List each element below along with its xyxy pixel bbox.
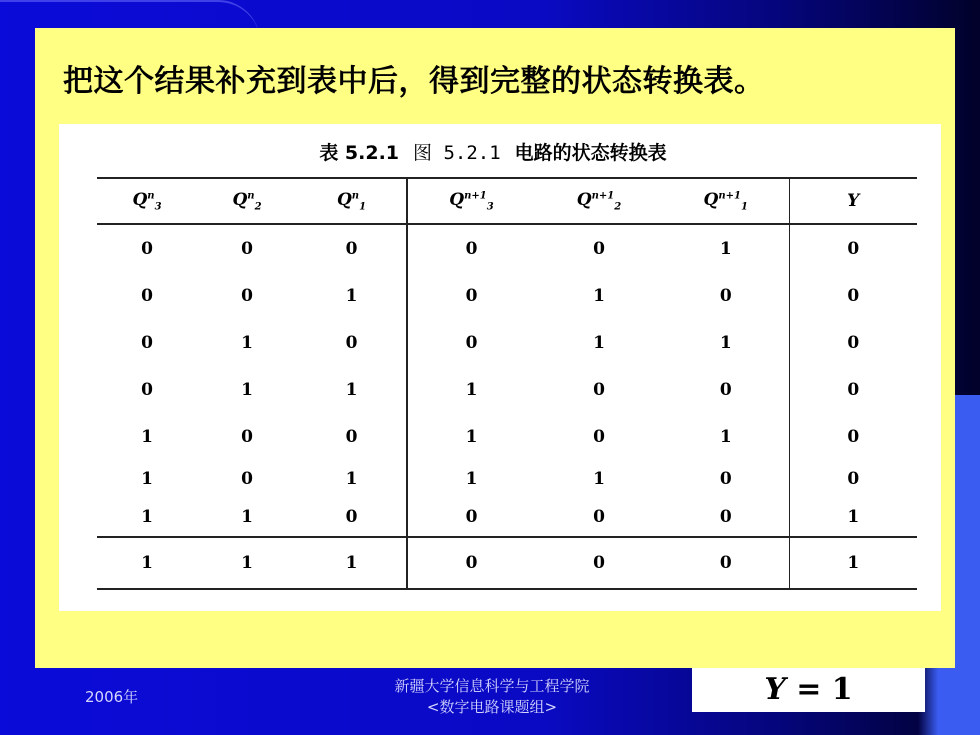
header-subscript: 3 [486, 201, 494, 213]
table-cell: 1 [141, 507, 153, 527]
table-cell: 1 [345, 285, 358, 306]
header-superscript: n [351, 190, 360, 202]
table-cell: 1 [407, 366, 535, 413]
header-symbol: Q [132, 189, 148, 210]
column-header [663, 178, 789, 224]
header-symbol: Q [232, 189, 248, 210]
header-symbol: Q [576, 189, 592, 210]
formula-eq: = [796, 672, 822, 707]
table-cell: 0 [407, 537, 535, 589]
table-caption [59, 138, 941, 165]
table-cell: 0 [345, 238, 358, 259]
table-cell: 0 [241, 285, 253, 306]
table-cell: 0 [407, 498, 535, 537]
column-header [297, 178, 407, 224]
caption-prefix: 表 5.2.1 [319, 142, 400, 164]
table-cell: 1 [407, 413, 535, 460]
table-cell: 0 [593, 507, 605, 527]
table-cell: 1 [593, 332, 605, 353]
table-cell: 0 [593, 379, 605, 400]
table-cell: 1 [297, 537, 407, 589]
table-cell: 0 [345, 507, 358, 527]
footer-org-line2: <数字电路课题组> [426, 698, 558, 716]
header-superscript: n+1 [464, 190, 487, 202]
table-cell: 1 [241, 332, 253, 353]
header-symbol: Q [703, 189, 719, 210]
table-cell: 0 [345, 332, 358, 353]
table-cell: 0 [407, 319, 535, 366]
table-cell: 0 [141, 285, 153, 306]
table-cell: 0 [789, 366, 917, 413]
table-cell: 1 [719, 332, 732, 353]
caption-title: 电路的状态转换表 [514, 142, 667, 164]
formula-rhs: 1 [831, 672, 853, 707]
table-cell: 0 [345, 426, 358, 447]
column-header [407, 178, 535, 224]
header-superscript: n [147, 190, 155, 202]
table-cell: 1 [141, 469, 153, 489]
table-cell: 0 [789, 460, 917, 498]
table-cell: 0 [241, 426, 253, 447]
table-cell: 0 [593, 426, 605, 447]
table-cell: 0 [593, 238, 605, 259]
table-cell: 0 [789, 319, 917, 366]
table-cell: 1 [345, 379, 358, 400]
table-row [97, 272, 917, 319]
table-cell: 0 [719, 469, 732, 489]
header-subscript: 1 [359, 201, 367, 213]
table-row [97, 460, 917, 498]
table-cell: 0 [663, 537, 789, 589]
table-cell: 0 [141, 238, 153, 259]
column-header [197, 178, 297, 224]
formula-box [692, 668, 925, 712]
table-cell: 0 [241, 469, 253, 489]
table-cell: 0 [535, 537, 663, 589]
slide-headline: 把这个结果补充到表中后，得到完整的状态转换表。 [63, 64, 765, 99]
table-cell: 0 [407, 272, 535, 319]
footer-organization [352, 676, 632, 718]
header-subscript: 2 [614, 201, 622, 213]
header-subscript: 3 [154, 201, 162, 213]
table-cell: 1 [719, 426, 732, 447]
table-cell: 0 [719, 379, 732, 400]
header-superscript: n [247, 190, 255, 202]
table-cell: 0 [141, 379, 153, 400]
table-cell: 0 [789, 272, 917, 319]
table-cell: 0 [789, 224, 917, 272]
table-row [97, 413, 917, 460]
column-header [97, 178, 197, 224]
table-cell: 1 [197, 537, 297, 589]
column-header [789, 178, 917, 224]
table-cell: 1 [241, 379, 253, 400]
table-cell: 0 [719, 507, 732, 527]
column-header [535, 178, 663, 224]
table-cell: 0 [789, 413, 917, 460]
table-cell: 1 [593, 285, 605, 306]
table-cell: 1 [345, 469, 358, 489]
table-cell: 1 [97, 537, 197, 589]
state-transition-table [97, 177, 917, 590]
footer-year: 2006年 [85, 688, 139, 706]
state-table-card [59, 124, 941, 611]
table-cell: 1 [593, 469, 605, 489]
header-subscript: 2 [254, 201, 262, 213]
table-row [97, 319, 917, 366]
formula-lhs: Y [764, 672, 786, 707]
table-cell: 0 [141, 332, 153, 353]
caption-figure-ref: 图 5.2.1 [413, 142, 501, 164]
table-cell: 0 [407, 224, 535, 272]
table-row [97, 498, 917, 537]
header-superscript: n+1 [718, 190, 741, 202]
table-cell: 1 [141, 426, 153, 447]
header-symbol: Y [847, 191, 860, 211]
table-cell: 1 [241, 507, 253, 527]
table-row [97, 366, 917, 413]
table-row [97, 537, 917, 589]
table-cell: 1 [789, 537, 917, 589]
header-symbol: Q [336, 189, 352, 210]
table-cell: 0 [241, 238, 253, 259]
table-cell: 1 [789, 498, 917, 537]
header-superscript: n+1 [591, 190, 615, 202]
footer-org-line1: 新疆大学信息科学与工程学院 [394, 677, 590, 695]
header-symbol: Q [449, 189, 465, 210]
table-cell: 1 [719, 238, 732, 259]
table-cell: 0 [719, 285, 732, 306]
table-cell: 1 [407, 460, 535, 498]
header-subscript: 1 [740, 201, 748, 213]
table-row [97, 224, 917, 272]
slide-panel [35, 28, 955, 668]
